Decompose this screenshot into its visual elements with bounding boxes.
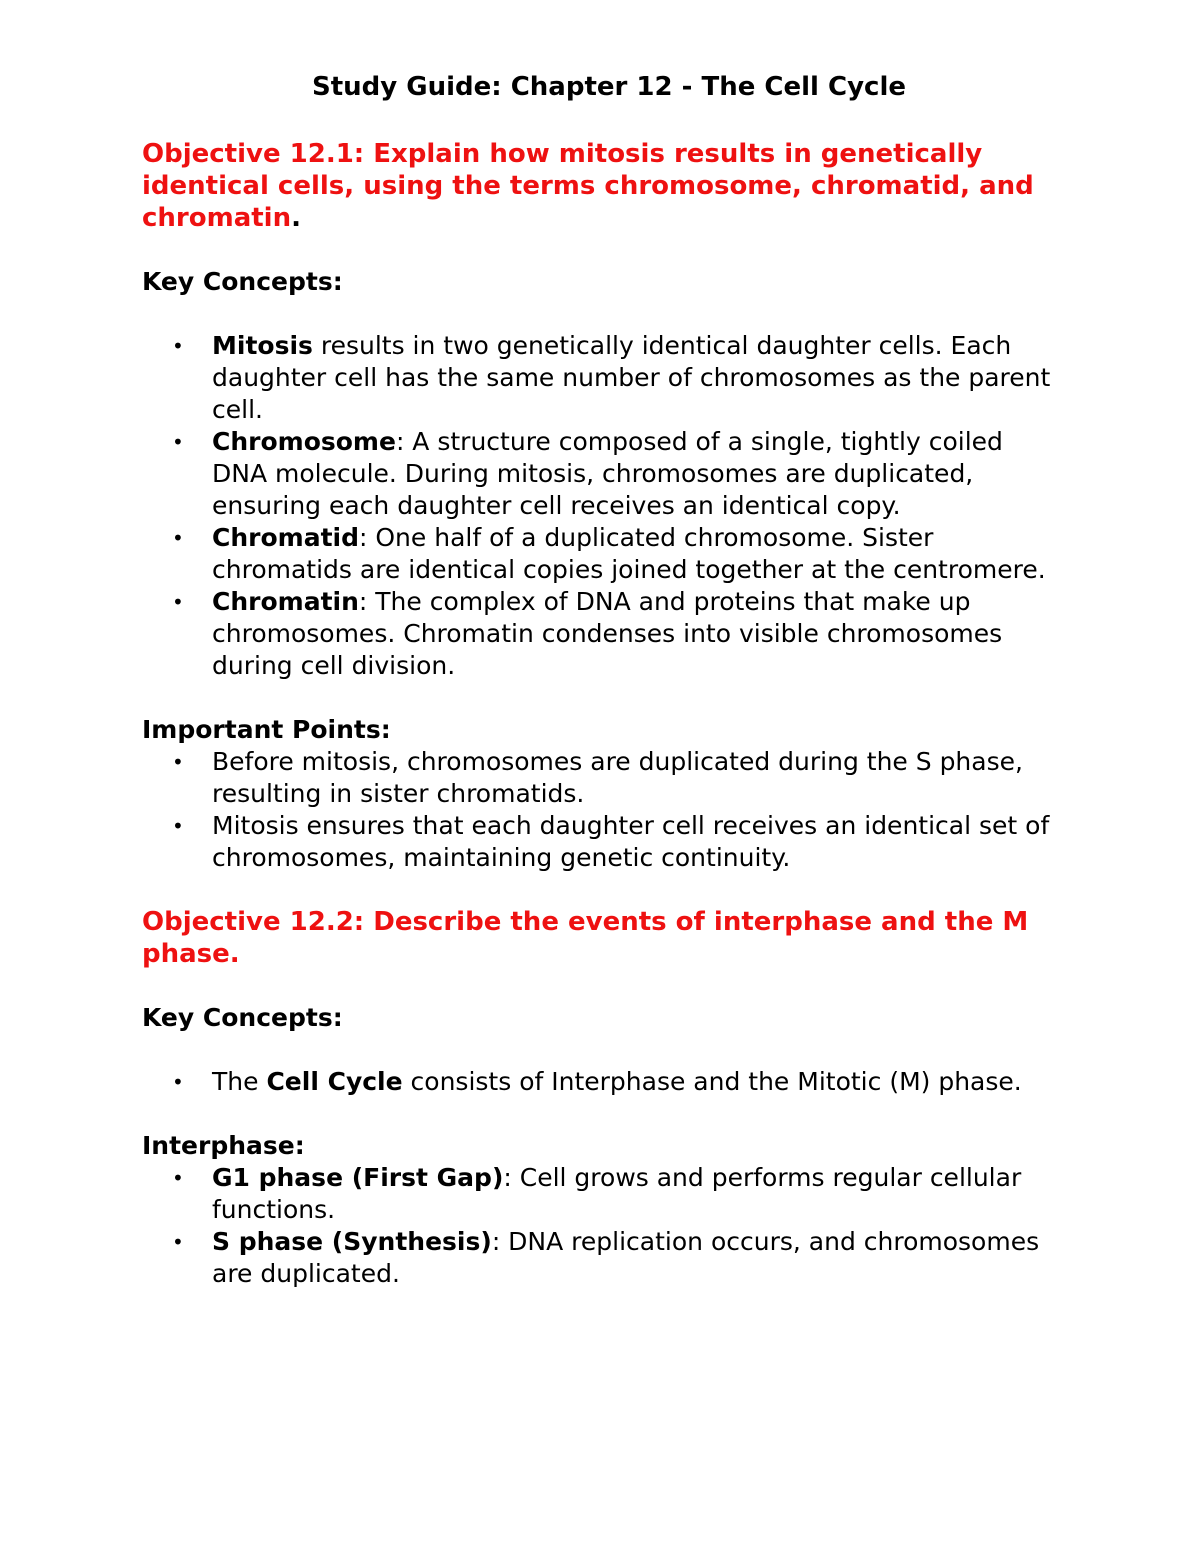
document-page bbox=[142, 68, 1062, 1290]
bullet-icon: • bbox=[172, 1230, 184, 1254]
bullet-icon: • bbox=[172, 1070, 184, 1094]
list-item bbox=[172, 426, 1062, 522]
term-label: Chromosome bbox=[212, 427, 396, 456]
objective-12-2-heading: Objective 12.2: Describe the events of interphase and the M phase. bbox=[142, 907, 1029, 969]
term-prefix: The bbox=[212, 1067, 267, 1096]
objective-12-1-heading bbox=[142, 138, 1062, 234]
bullet-icon: • bbox=[172, 334, 184, 358]
list-item bbox=[172, 586, 1062, 682]
key-concepts-heading-1: Key Concepts: bbox=[142, 267, 343, 296]
point-text: Before mitosis, chromosomes are duplicated during the S phase, resulting in sister chromatids. bbox=[212, 747, 1023, 808]
term-description: : Cell grows and performs regular cellular functions. bbox=[212, 1163, 1022, 1224]
bullet-icon: • bbox=[172, 590, 184, 614]
bullet-icon: • bbox=[172, 814, 184, 838]
list-item bbox=[172, 1066, 1062, 1098]
list-item bbox=[172, 330, 1062, 426]
term-description: : One half of a duplicated chromosome. Sister chromatids are identical copies joined together at the centromere. bbox=[212, 523, 1046, 584]
objective-12-1-text: Objective 12.1: Explain how mitosis results in genetically identical cells, using the terms chromosome, chromatid, and chromatin bbox=[142, 139, 1034, 233]
important-points-list bbox=[142, 746, 1062, 874]
term-label: Chromatid bbox=[212, 523, 359, 552]
bullet-icon: • bbox=[172, 430, 184, 454]
list-item bbox=[172, 746, 1062, 810]
key-concepts-heading-2: Key Concepts: bbox=[142, 1003, 343, 1032]
term-description: : DNA replication occurs, and chromosomes are duplicated. bbox=[212, 1227, 1040, 1288]
bullet-icon: • bbox=[172, 750, 184, 774]
term-description: : The complex of DNA and proteins that make up chromosomes. Chromatin condenses into visible chromosomes during cell division. bbox=[212, 587, 1003, 680]
key-concepts-list-1 bbox=[142, 330, 1062, 682]
list-item bbox=[172, 1226, 1062, 1290]
term-label: G1 phase (First Gap) bbox=[212, 1163, 504, 1192]
objective-12-1-period: . bbox=[291, 203, 301, 233]
important-points-heading: Important Points: bbox=[142, 715, 391, 744]
interphase-heading: Interphase: bbox=[142, 1131, 305, 1160]
page-title: Study Guide: Chapter 12 - The Cell Cycle bbox=[311, 72, 906, 102]
list-item bbox=[172, 1162, 1062, 1226]
term-label: Chromatin bbox=[212, 587, 359, 616]
key-concepts-list-2 bbox=[142, 1066, 1062, 1098]
interphase-list bbox=[142, 1162, 1062, 1290]
term-label: Mitosis bbox=[212, 331, 313, 360]
list-item bbox=[172, 810, 1062, 874]
point-text: Mitosis ensures that each daughter cell receives an identical set of chromosomes, maintaining genetic continuity. bbox=[212, 811, 1050, 872]
list-item bbox=[172, 522, 1062, 586]
term-description: : A structure composed of a single, tightly coiled DNA molecule. During mitosis, chromosomes are duplicated, ensuring each daughter cell receives an identical copy. bbox=[212, 427, 1003, 520]
term-description: results in two genetically identical daughter cells. Each daughter cell has the same number of chromosomes as the parent cell. bbox=[212, 331, 1051, 424]
term-label: Cell Cycle bbox=[266, 1067, 403, 1096]
bullet-icon: • bbox=[172, 526, 184, 550]
term-label: S phase (Synthesis) bbox=[212, 1227, 492, 1256]
bullet-icon: • bbox=[172, 1166, 184, 1190]
term-description: consists of Interphase and the Mitotic (M) phase. bbox=[402, 1067, 1022, 1096]
